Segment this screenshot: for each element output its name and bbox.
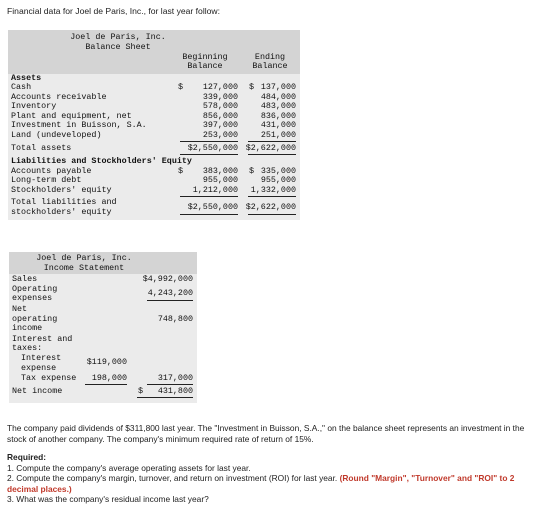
ending-value: 484,000 — [260, 91, 296, 102]
opex-label-1: Operating — [12, 284, 58, 294]
required-item-3: 3. What was the company's residual income last year? — [7, 494, 209, 505]
beginning-value: 856,000 — [202, 110, 238, 121]
bs-col-beginning-2: Balance — [187, 61, 223, 71]
underline — [248, 196, 296, 197]
double-underline — [180, 154, 238, 155]
double-underline — [137, 397, 193, 398]
noi-label-1: Net — [12, 304, 28, 314]
dollar-sign: $ — [249, 165, 255, 176]
dollar-sign: $ — [178, 165, 184, 176]
asset-label: Plant and equipment, net — [11, 110, 132, 121]
double-underline — [248, 214, 296, 215]
beginning-value: 383,000 — [202, 165, 238, 176]
rounding-instruction: (Round "Margin", "Turnover" and "ROI" to 2 decimal places.) — [7, 473, 515, 494]
int-tax-label-1: Interest and — [12, 333, 73, 344]
net-income-dollar: $ — [138, 385, 144, 396]
total-liab-label-1: Total liabilities and — [11, 197, 117, 207]
bs-col-beginning-1: Beginning — [182, 52, 228, 62]
total-assets-label: Total assets — [11, 143, 72, 153]
total-liab-values — [11, 203, 300, 213]
ending-value: 1,332,000 — [250, 184, 296, 195]
underline — [147, 384, 193, 385]
total-liab-beginning: $2,550,000 — [187, 202, 238, 212]
bs-title: Balance Sheet — [85, 42, 151, 52]
beginning-value: 578,000 — [202, 101, 238, 111]
asset-label: Land (undeveloped) — [11, 129, 102, 140]
total-assets-row — [11, 144, 300, 154]
ending-value: 483,000 — [260, 101, 296, 111]
beginning-value: 955,000 — [202, 175, 238, 185]
interest-value: $119,000 — [86, 357, 127, 367]
required-item-2-text: 2. Compute the company's margin, turnover, and return on investment (ROI) for last year. — [7, 473, 338, 484]
underline — [85, 384, 127, 385]
net-income-label: Net income — [12, 385, 63, 396]
int-tax-total: 317,000 — [157, 373, 193, 383]
underline — [180, 141, 238, 142]
problem-paragraph: The company paid dividends of $311,800 last year. The "Investment in Buisson, S.A.," on the balance sheet represents an investment in the stock of another company. The company's minimum required rate of return of 15%. — [7, 423, 525, 444]
dollar-sign: $ — [249, 82, 255, 92]
liability-label: Stockholders' equity — [11, 184, 112, 195]
asset-label: Investment in Buisson, S.A. — [11, 120, 147, 130]
tax-value: 198,000 — [91, 373, 127, 383]
ending-value: 335,000 — [260, 165, 296, 176]
total-liab-label-2: stockholders' equity — [11, 206, 112, 217]
tax-label: Tax expense — [21, 373, 77, 383]
total-liab-ending: $2,622,000 — [245, 202, 296, 212]
required-section — [7, 452, 537, 505]
double-underline — [180, 214, 238, 215]
opex-label-2: expenses — [12, 293, 53, 303]
asset-label: Cash — [11, 82, 32, 92]
noi-value: 748,800 — [157, 314, 193, 324]
sales-label: Sales — [12, 274, 38, 284]
income-statement-header — [9, 252, 197, 274]
ending-value: 251,000 — [260, 129, 296, 140]
intro-text: Financial data for Joel de Paris, Inc., for last year follow: — [7, 6, 221, 16]
noi-label-2: operating — [12, 313, 58, 324]
dollar-sign: $ — [178, 82, 184, 92]
liability-row — [11, 186, 300, 196]
ending-value: 137,000 — [260, 82, 296, 92]
asset-row — [11, 131, 300, 141]
ending-value: 955,000 — [260, 175, 296, 185]
double-underline — [248, 154, 296, 155]
total-assets-beginning: $2,550,000 — [187, 143, 238, 153]
ending-value: 836,000 — [260, 110, 296, 121]
is-title: Income Statement — [43, 263, 125, 273]
underline — [180, 196, 238, 197]
beginning-value: 339,000 — [202, 91, 238, 102]
bs-company: Joel de Paris, Inc. — [70, 32, 166, 42]
balance-sheet — [8, 30, 300, 220]
is-company: Joel de Paris, Inc. — [36, 253, 132, 263]
assets-heading: Assets — [11, 73, 42, 83]
balance-sheet-header — [8, 30, 300, 74]
beginning-value: 1,212,000 — [192, 184, 238, 195]
liabilities-heading: Liabilities and Stockholders' Equity — [11, 156, 192, 166]
underline — [147, 300, 193, 301]
income-statement — [9, 252, 197, 403]
asset-label: Inventory — [11, 101, 57, 111]
liability-label: Accounts payable — [11, 165, 92, 176]
ending-value: 431,000 — [260, 120, 296, 130]
underline — [248, 141, 296, 142]
required-item-2 — [7, 473, 537, 494]
noi-label-3: income — [12, 323, 43, 333]
int-tax-label-2: taxes: — [12, 343, 43, 353]
bs-col-ending-2: Balance — [252, 61, 288, 71]
interest-label-2: expense — [21, 362, 57, 373]
opex-value: 4,243,200 — [147, 288, 193, 298]
bs-col-ending-1: Ending — [254, 52, 286, 62]
required-item-1: 1. Compute the company's average operating assets for last year. — [7, 462, 251, 473]
beginning-value: 127,000 — [202, 82, 238, 92]
liability-label: Long-term debt — [11, 175, 82, 185]
total-assets-ending: $2,622,000 — [245, 143, 296, 153]
net-income-value: 431,800 — [157, 385, 193, 396]
asset-label: Accounts receivable — [11, 91, 107, 102]
interest-label-1: Interest — [21, 353, 62, 363]
required-heading: Required: — [7, 452, 47, 462]
beginning-value: 253,000 — [202, 129, 238, 140]
beginning-value: 397,000 — [202, 120, 238, 130]
sales-value: $4,992,000 — [142, 274, 193, 284]
